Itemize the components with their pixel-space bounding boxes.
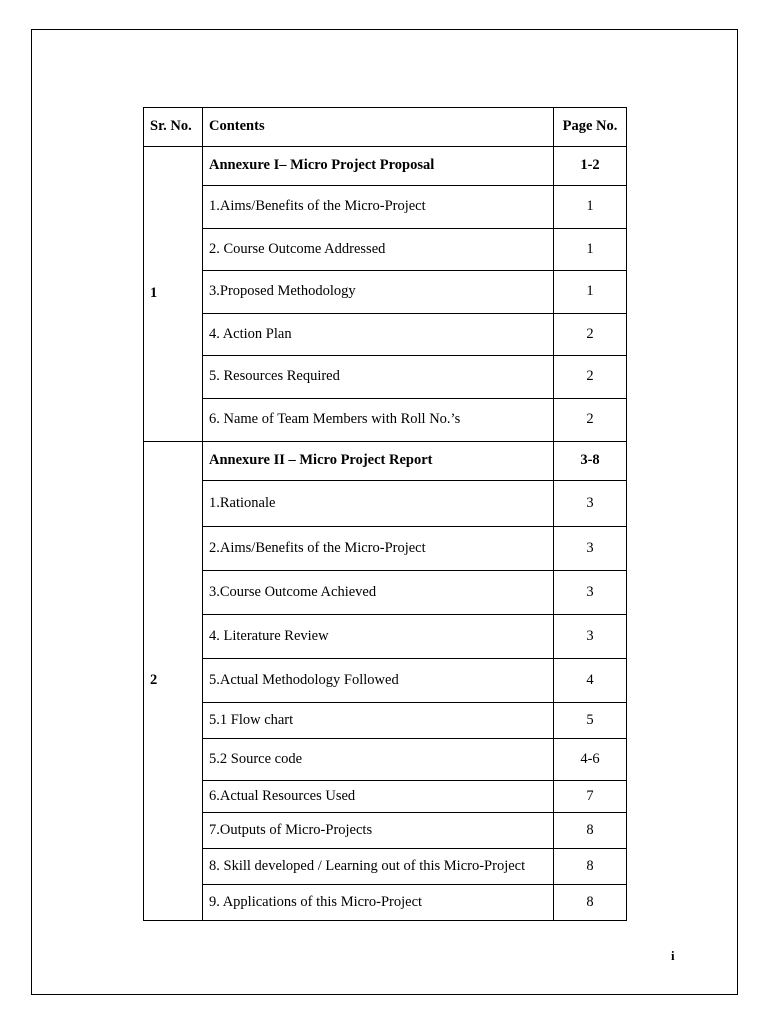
page-no-cell: 4 xyxy=(554,659,627,703)
table-row xyxy=(144,615,627,659)
page-number: i xyxy=(671,948,675,963)
page-no-cell: 3-8 xyxy=(554,442,627,481)
table-row xyxy=(144,571,627,615)
page-no-cell: 8 xyxy=(554,849,627,885)
contents-cell: 3.Course Outcome Achieved xyxy=(203,571,554,615)
contents-cell: 1.Aims/Benefits of the Micro-Project xyxy=(203,186,554,229)
table-row xyxy=(144,527,627,571)
sr-no-cell: 2 xyxy=(144,442,203,921)
table-row xyxy=(144,399,627,442)
contents-cell: 8. Skill developed / Learning out of this Micro-Project xyxy=(203,849,554,885)
page-no-cell: 7 xyxy=(554,781,627,813)
header-contents: Contents xyxy=(203,108,554,147)
contents-cell: 6.Actual Resources Used xyxy=(203,781,554,813)
table-row xyxy=(144,356,627,399)
table-row xyxy=(144,314,627,356)
table-row xyxy=(144,703,627,739)
table-row xyxy=(144,271,627,314)
page-no-cell: 4-6 xyxy=(554,739,627,781)
contents-cell: 4. Literature Review xyxy=(203,615,554,659)
table-row xyxy=(144,781,627,813)
contents-cell: 5.Actual Methodology Followed xyxy=(203,659,554,703)
table-row xyxy=(144,659,627,703)
page-no-cell: 2 xyxy=(554,356,627,399)
page-no-cell: 1-2 xyxy=(554,147,627,186)
table-row xyxy=(144,813,627,849)
header-sr-no: Sr. No. xyxy=(144,108,203,147)
table-body xyxy=(144,147,627,921)
contents-cell: 5. Resources Required xyxy=(203,356,554,399)
table-row xyxy=(144,481,627,527)
header-page-no: Page No. xyxy=(554,108,627,147)
page-no-cell: 5 xyxy=(554,703,627,739)
table-header-row xyxy=(144,108,627,147)
contents-cell: 6. Name of Team Members with Roll No.’s xyxy=(203,399,554,442)
contents-cell: 2. Course Outcome Addressed xyxy=(203,229,554,271)
page-no-cell: 2 xyxy=(554,314,627,356)
page-no-cell: 1 xyxy=(554,271,627,314)
contents-cell: 1.Rationale xyxy=(203,481,554,527)
page-no-cell: 3 xyxy=(554,527,627,571)
table-row xyxy=(144,229,627,271)
sr-no-cell: 1 xyxy=(144,147,203,442)
page-no-cell: 1 xyxy=(554,229,627,271)
contents-cell: 3.Proposed Methodology xyxy=(203,271,554,314)
section-row xyxy=(144,442,627,481)
page-no-cell: 8 xyxy=(554,885,627,921)
contents-cell: 7.Outputs of Micro-Projects xyxy=(203,813,554,849)
table-row xyxy=(144,186,627,229)
contents-cell: 5.2 Source code xyxy=(203,739,554,781)
table-row xyxy=(144,849,627,885)
page-no-cell: 3 xyxy=(554,571,627,615)
table-row xyxy=(144,885,627,921)
contents-cell: 5.1 Flow chart xyxy=(203,703,554,739)
section-row xyxy=(144,147,627,186)
contents-cell: 2.Aims/Benefits of the Micro-Project xyxy=(203,527,554,571)
page-no-cell: 3 xyxy=(554,481,627,527)
contents-cell: Annexure II – Micro Project Report xyxy=(203,442,554,481)
table-row xyxy=(144,739,627,781)
contents-cell: Annexure I– Micro Project Proposal xyxy=(203,147,554,186)
page-no-cell: 2 xyxy=(554,399,627,442)
page-no-cell: 3 xyxy=(554,615,627,659)
page-no-cell: 1 xyxy=(554,186,627,229)
page-no-cell: 8 xyxy=(554,813,627,849)
contents-cell: 4. Action Plan xyxy=(203,314,554,356)
contents-cell: 9. Applications of this Micro-Project xyxy=(203,885,554,921)
contents-table xyxy=(143,107,627,921)
